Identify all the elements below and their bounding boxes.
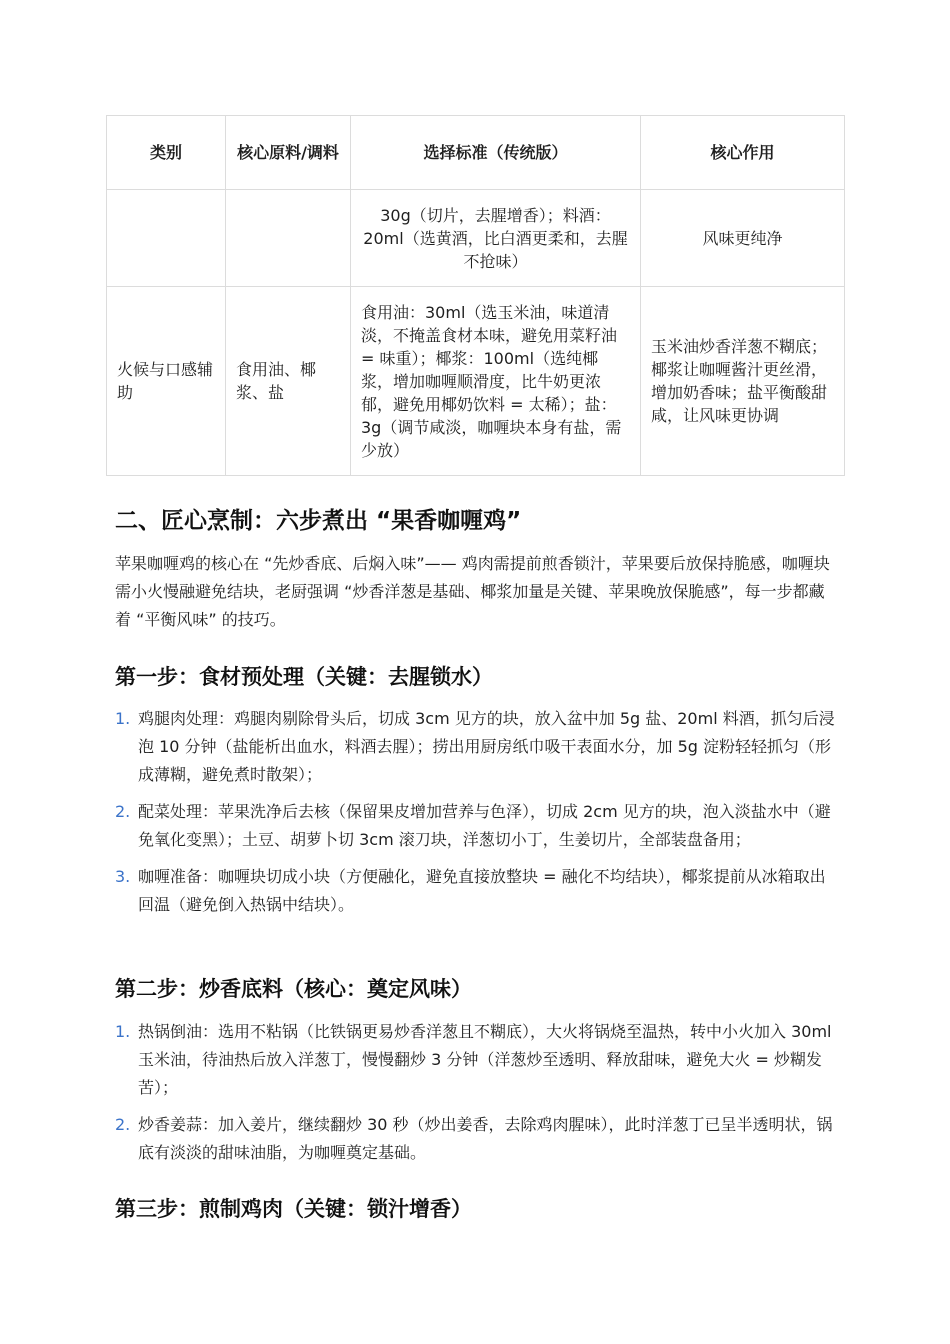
list-item [115, 1111, 837, 1167]
list-item [115, 863, 837, 919]
step1-heading: 第一步：食材预处理（关键：去腥锁水） [115, 665, 493, 689]
list-item [115, 705, 837, 789]
table-header-row [107, 116, 845, 190]
table-row [107, 287, 845, 476]
step1-list [115, 705, 837, 928]
table-cell: 30g（切片，去腥增香）；料酒：20ml（选黄酒，比白酒更柔和，去腥不抢味） [351, 190, 641, 287]
table-header-cell: 核心原料/调料 [226, 116, 351, 190]
list-item [115, 798, 837, 854]
list-item-text: 炒香姜蒜：加入姜片，继续翻炒 30 秒（炒出姜香，去除鸡肉腥味），此时洋葱丁已呈半透明状，锅底有淡淡的甜味油脂，为咖喱奠定基础。 [138, 1115, 833, 1162]
section-heading: 二、匠心烹制：六步煮出 “果香咖喱鸡” [115, 508, 522, 534]
intro-paragraph: 苹果咖喱鸡的核心在 “先炒香底、后焖入味”—— 鸡肉需提前煎香锁汁，苹果要后放保持脆感，咖喱块需小火慢融避免结块，老厨强调 “炒香洋葱是基础、椰浆加量是关键、苹果晚放保脆感”，每一步都藏着 “平衡风味” 的技巧。 [115, 554, 830, 629]
step3-heading: 第三步：煎制鸡肉（关键：锁汁增香） [115, 1197, 472, 1221]
table-header-cell: 类别 [107, 116, 226, 190]
table-cell: 火候与口感辅助 [107, 287, 226, 476]
table-cell: 玉米油炒香洋葱不糊底；椰浆让咖喱酱汁更丝滑，增加奶香味；盐平衡酸甜咸，让风味更协调 [641, 287, 845, 476]
step2-list [115, 1018, 837, 1176]
table-cell: 食用油：30ml（选玉米油，味道清淡，不掩盖食材本味，避免用菜籽油 = 味重）；椰浆：100ml（选纯椰浆，增加咖喱顺滑度，比牛奶更浓郁，避免用椰奶饮料 = 太稀）；盐：3g（调节咸淡，咖喱块本身有盐，需少放） [351, 287, 641, 476]
table-cell: 风味更纯净 [641, 190, 845, 287]
ingredient-table [106, 115, 845, 476]
table-cell: 食用油、椰浆、盐 [226, 287, 351, 476]
list-number: 2. [115, 1115, 131, 1134]
step2-heading: 第二步：炒香底料（核心：奠定风味） [115, 977, 472, 1001]
list-number: 1. [115, 709, 131, 728]
list-item-text: 鸡腿肉处理：鸡腿肉剔除骨头后，切成 3cm 见方的块，放入盆中加 5g 盐、20ml 料酒，抓匀后浸泡 10 分钟（盐能析出血水，料酒去腥）；捞出用厨房纸巾吸干表面水分，加 5g 淀粉轻轻抓匀（形成薄糊，避免煮时散架）； [138, 709, 835, 784]
list-number: 2. [115, 802, 131, 821]
table-header-cell: 选择标准（传统版） [351, 116, 641, 190]
table-header-cell: 核心作用 [641, 116, 845, 190]
list-item-text: 咖喱准备：咖喱块切成小块（方便融化，避免直接放整块 = 融化不均结块），椰浆提前从冰箱取出回温（避免倒入热锅中结块）。 [138, 867, 826, 914]
list-number: 3. [115, 867, 131, 886]
list-number: 1. [115, 1022, 131, 1041]
list-item [115, 1018, 837, 1102]
list-item-text: 热锅倒油：选用不粘锅（比铁锅更易炒香洋葱且不糊底），大火将锅烧至温热，转中小火加入 30ml 玉米油，待油热后放入洋葱丁，慢慢翻炒 3 分钟（洋葱炒至透明、释放甜味，避免大火 = 炒糊发苦）； [138, 1022, 832, 1097]
list-item-text: 配菜处理：苹果洗净后去核（保留果皮增加营养与色泽），切成 2cm 见方的块，泡入淡盐水中（避免氧化变黑）；土豆、胡萝卜切 3cm 滚刀块，洋葱切小丁，生姜切片，全部装盘备用； [138, 802, 831, 849]
table-cell [107, 190, 226, 287]
table-cell [226, 190, 351, 287]
table-row [107, 190, 845, 287]
